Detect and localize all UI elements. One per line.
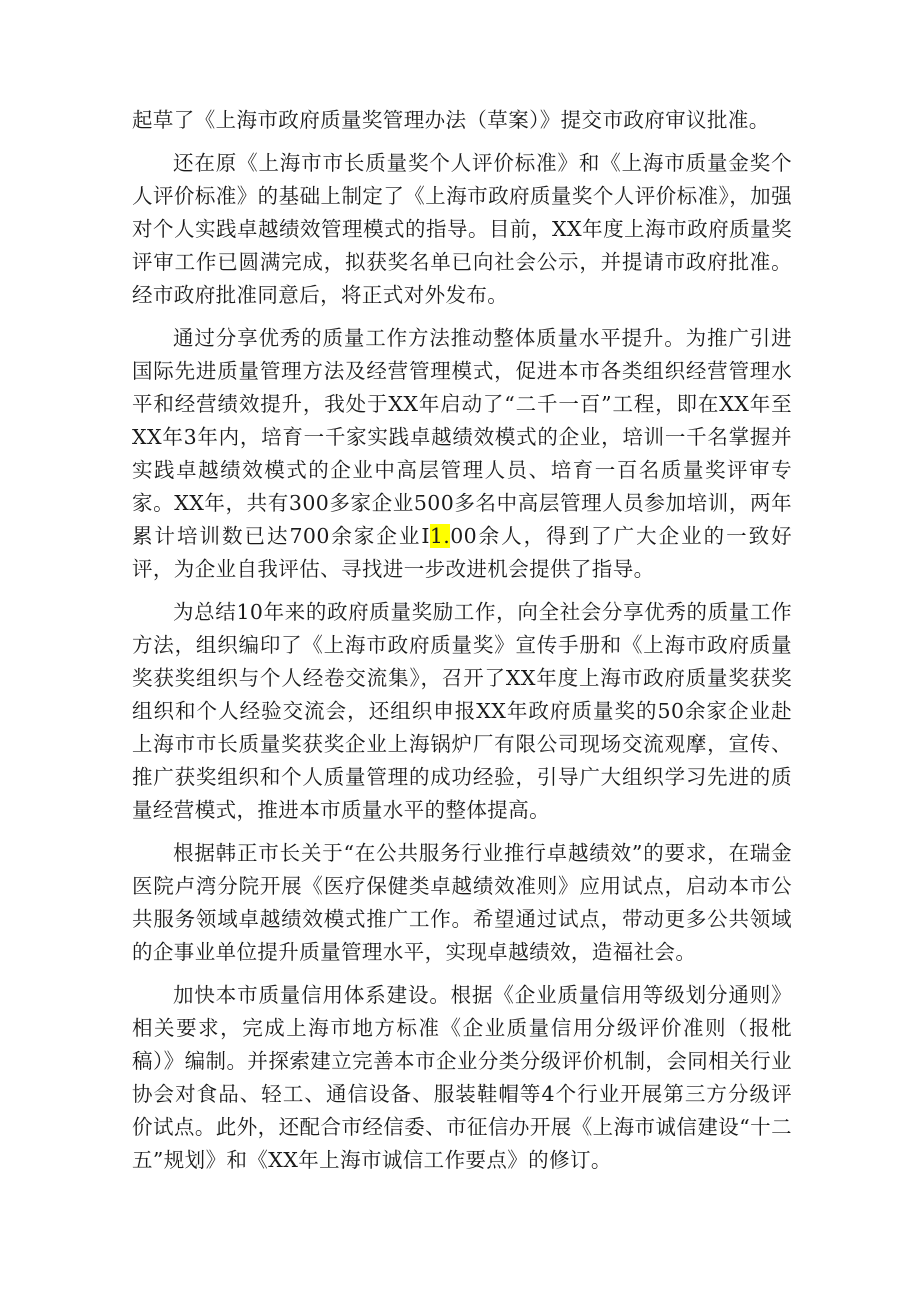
document-body bbox=[132, 104, 792, 1177]
paragraph-3-text-before: 通过分享优秀的质量工作方法推动整体质量水平提升。为推广引进国际先进质量管理方法及经营管理模式，促进本市各类组织经营管理水平和经营绩效提升，我处于XX年启动了“二千一百”工程，即在XX年至XX年3年内，培育一千家实践卓越绩效模式的企业，培训一千名掌握并实践卓越绩效模式的企业中高层管理人员、培育一百名质量奖评审专家。XX年，共有300多家企业500多名中高层管理人员参加培训，两年累计培训数已达700余家企业I bbox=[132, 326, 792, 548]
paragraph-2: 还在原《上海市市长质量奖个人评价标准》和《上海市质量金奖个人评价标准》的基础上制定了《上海市政府质量奖个人评价标准》，加强对个人实践卓越绩效管理模式的指导。目前，XX年度上海市政府质量奖评审工作已圆满完成，拟获奖名单已向社会公示，并提请市政府批准。经市政府批准同意后，将正式对外发布。 bbox=[132, 151, 792, 307]
highlighted-text: 1. bbox=[429, 524, 451, 548]
paragraph-4: 为总结10年来的政府质量奖励工作，向全社会分享优秀的质量工作方法，组织编印了《上海市政府质量奖》宣传手册和《上海市政府质量奖获奖组织与个人经卷交流集》，召开了XX年度上海市政府质量奖获奖组织和个人经验交流会，还组织申报XX年政府质量奖的50余家企业赴上海市市长质量奖获奖企业上海锅炉厂有限公司现场交流观摩，宣传、推广获奖组织和个人质量管理的成功经验，引导广大组织学习先进的质量经营模式，推进本市质量水平的整体提高。 bbox=[132, 600, 792, 822]
paragraph-5: 根据韩正市长关于“在公共服务行业推行卓越绩效”的要求，在瑞金医院卢湾分院开展《医疗保健类卓越绩效准则》应用试点，启动本市公共服务领域卓越绩效模式推广工作。希望通过试点，带动更多公共领域的企事业单位提升质量管理水平，实现卓越绩效，造福社会。 bbox=[132, 841, 792, 964]
paragraph-3 bbox=[132, 322, 792, 586]
paragraph-3-text-after: 00余人，得到了广大企业的一致好评，为企业自我评估、寻找进一步改进机会提供了指导。 bbox=[132, 524, 792, 581]
paragraph-6: 加快本市质量信用体系建设。根据《企业质量信用等级划分通则》相关要求，完成上海市地方标准《企业质量信用分级评价准则（报枇稿）》编制。并探索建立完善本市企业分类分级评价机制，会同相关行业协会对食品、轻工、通信设备、服装鞋帽等4个行业开展第三方分级评价试点。此外，还配合市经信委、市征信办开展《上海市诚信建设“十二五”规划》和《XX年上海市诚信工作要点》的修订。 bbox=[132, 983, 792, 1172]
paragraph-1: 起草了《上海市政府质量奖管理办法（草案）》提交市政府审议批准。 bbox=[132, 108, 770, 132]
